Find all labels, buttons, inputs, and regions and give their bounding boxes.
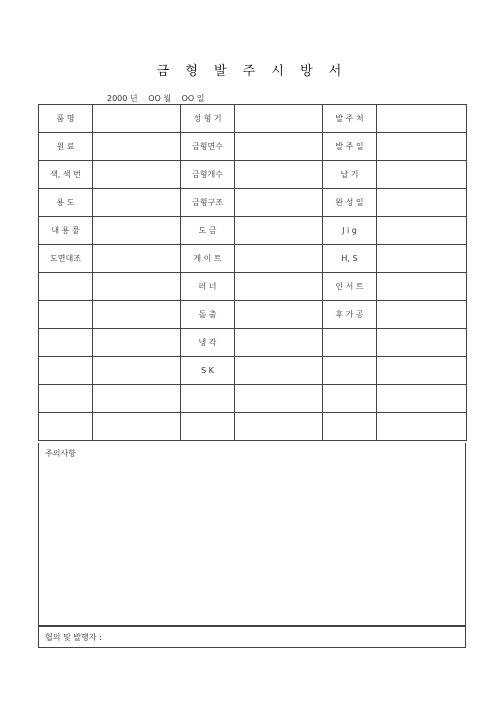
field-value-cell[interactable]: [377, 217, 467, 245]
field-value-cell[interactable]: [377, 161, 467, 189]
form-row: [39, 413, 467, 441]
issue-date: [107, 93, 212, 104]
form-row: [39, 105, 467, 133]
document-title: 금 형 발 주 시 방 서: [156, 64, 348, 79]
form-row: [39, 161, 467, 189]
field-value-cell[interactable]: [377, 105, 467, 133]
field-label: 품 명: [39, 105, 93, 133]
field-label: S K: [181, 357, 235, 385]
field-label: 내 용 물: [39, 217, 93, 245]
field-label: [323, 329, 377, 357]
field-label: 도면대조: [39, 245, 93, 273]
field-label: [323, 357, 377, 385]
form-row: [39, 133, 467, 161]
field-label: [39, 329, 93, 357]
field-label: [39, 413, 93, 441]
field-value-cell[interactable]: [93, 385, 181, 413]
field-value-cell[interactable]: [235, 357, 323, 385]
notes-label: 주의사항: [45, 449, 76, 458]
field-label: 금형개수: [181, 161, 235, 189]
form-body: [39, 105, 467, 441]
field-label: 돌 출: [181, 301, 235, 329]
field-value-cell[interactable]: [377, 413, 467, 441]
field-label: [39, 385, 93, 413]
field-value-cell[interactable]: [235, 189, 323, 217]
field-value-cell[interactable]: [93, 413, 181, 441]
field-value-cell[interactable]: [93, 329, 181, 357]
field-value-cell[interactable]: [93, 161, 181, 189]
field-value-cell[interactable]: [377, 133, 467, 161]
field-label: 원 료: [39, 133, 93, 161]
form-row: [39, 357, 467, 385]
form-row: [39, 245, 467, 273]
field-label: 금형구조: [181, 189, 235, 217]
field-value-cell[interactable]: [235, 217, 323, 245]
field-label: 도 금: [181, 217, 235, 245]
form-row: [39, 217, 467, 245]
field-value-cell[interactable]: [235, 301, 323, 329]
field-label: J i g: [323, 217, 377, 245]
field-value-cell[interactable]: [235, 329, 323, 357]
issuer-section[interactable]: [38, 626, 466, 648]
field-value-cell[interactable]: [235, 245, 323, 273]
field-label: 인 서 트: [323, 273, 377, 301]
field-value-cell[interactable]: [377, 189, 467, 217]
field-label: 성 형 기: [181, 105, 235, 133]
field-label: 금형면수: [181, 133, 235, 161]
date-month: OO 월: [148, 94, 172, 103]
field-label: 발 주 처: [323, 105, 377, 133]
date-year: 2000 년: [107, 94, 138, 103]
field-label: 후 가 공: [323, 301, 377, 329]
field-label: 납 기: [323, 161, 377, 189]
field-label: [39, 301, 93, 329]
field-label: H, S: [323, 245, 377, 273]
field-value-cell[interactable]: [235, 105, 323, 133]
order-form-table: [38, 104, 467, 441]
field-label: 발 주 일: [323, 133, 377, 161]
field-label: 색, 색 번: [39, 161, 93, 189]
field-value-cell[interactable]: [235, 133, 323, 161]
field-value-cell[interactable]: [235, 273, 323, 301]
field-label: 냉 각: [181, 329, 235, 357]
field-value-cell[interactable]: [93, 357, 181, 385]
form-row: [39, 329, 467, 357]
field-value-cell[interactable]: [93, 189, 181, 217]
field-value-cell[interactable]: [93, 245, 181, 273]
field-label: 완 성 일: [323, 189, 377, 217]
field-value-cell[interactable]: [93, 105, 181, 133]
issuer-label: 협의 및 발행자 :: [45, 633, 102, 642]
form-row: [39, 385, 467, 413]
field-value-cell[interactable]: [377, 385, 467, 413]
field-label: [323, 413, 377, 441]
field-label: [181, 413, 235, 441]
field-label: 용 도: [39, 189, 93, 217]
field-value-cell[interactable]: [377, 301, 467, 329]
field-value-cell[interactable]: [377, 329, 467, 357]
field-label: 게 이 트: [181, 245, 235, 273]
field-value-cell[interactable]: [377, 245, 467, 273]
field-value-cell[interactable]: [235, 385, 323, 413]
form-row: [39, 301, 467, 329]
form-row: [39, 189, 467, 217]
notes-section[interactable]: [38, 443, 466, 626]
field-value-cell[interactable]: [235, 161, 323, 189]
field-value-cell[interactable]: [93, 217, 181, 245]
field-value-cell[interactable]: [93, 301, 181, 329]
field-value-cell[interactable]: [93, 273, 181, 301]
field-value-cell[interactable]: [377, 357, 467, 385]
date-day: OO 일: [181, 94, 205, 103]
field-label: [39, 273, 93, 301]
field-label: [323, 385, 377, 413]
field-value-cell[interactable]: [377, 273, 467, 301]
form-row: [39, 273, 467, 301]
field-label: 러 너: [181, 273, 235, 301]
field-label: [39, 357, 93, 385]
field-label: [181, 385, 235, 413]
field-value-cell[interactable]: [93, 133, 181, 161]
field-value-cell[interactable]: [235, 413, 323, 441]
